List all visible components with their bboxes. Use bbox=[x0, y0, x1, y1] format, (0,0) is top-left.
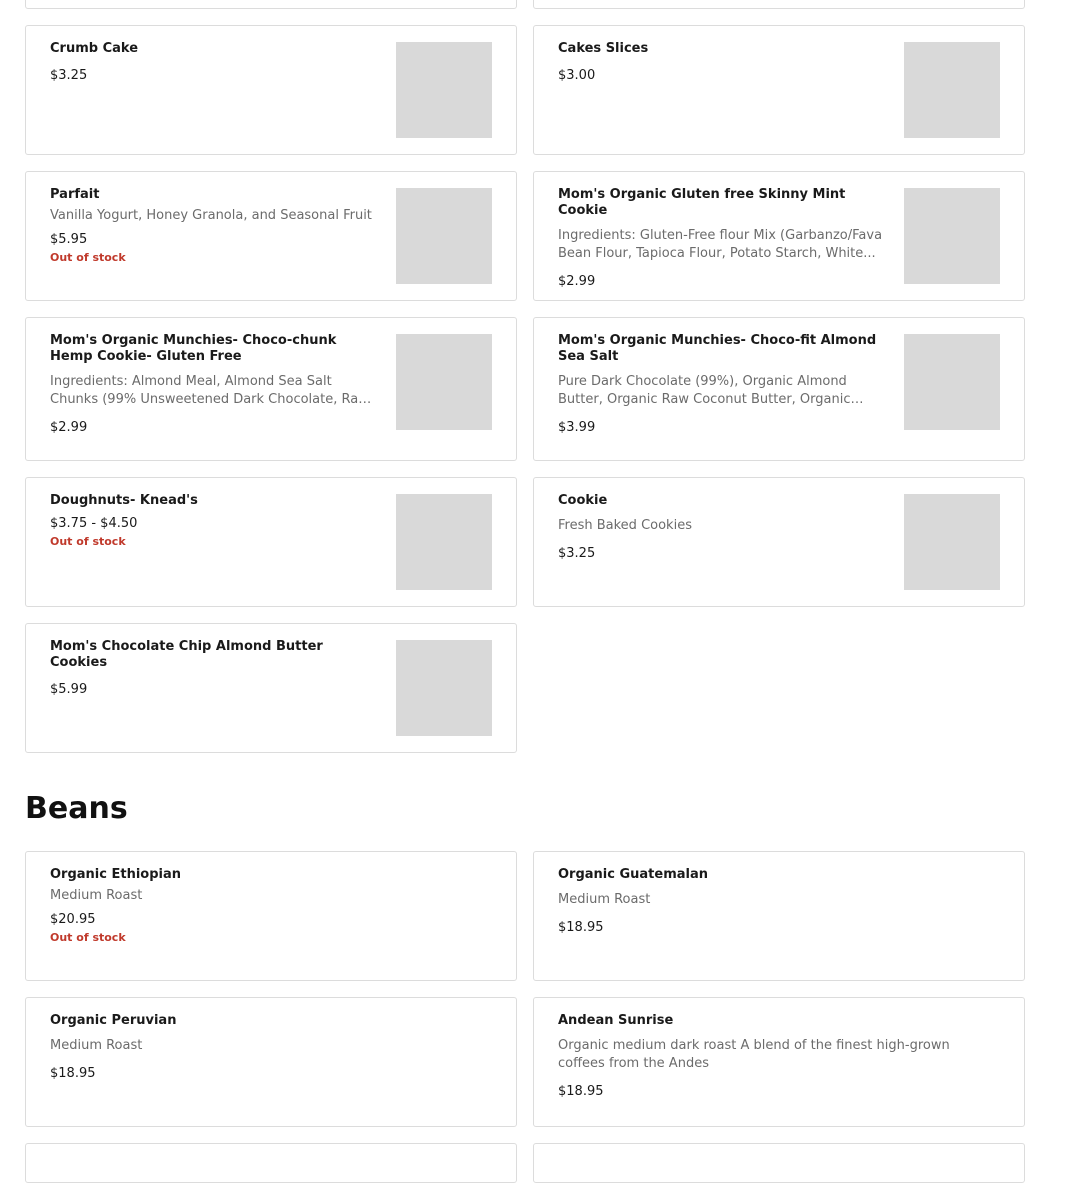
menu-item-card-partial[interactable] bbox=[533, 1143, 1025, 1183]
item-name: Organic Ethiopian bbox=[50, 867, 182, 882]
item-price: $3.25 bbox=[50, 68, 88, 83]
item-description: Medium Roast bbox=[50, 1038, 143, 1053]
item-description: Medium Roast bbox=[50, 888, 143, 903]
item-price: $3.99 bbox=[558, 420, 596, 435]
menu-item-card[interactable] bbox=[533, 477, 1025, 607]
item-description: Pure Dark Chocolate (99%), Organic Almond Butter, Organic Raw Coconut Butter, Organic bbox=[558, 374, 851, 407]
menu-item-card[interactable] bbox=[25, 317, 517, 461]
menu-item-card[interactable] bbox=[533, 317, 1025, 461]
item-name: Doughnuts- Knead's bbox=[50, 493, 198, 508]
item-name: Cookie bbox=[558, 493, 608, 508]
out-of-stock-label: Out of stock bbox=[50, 535, 126, 548]
item-image bbox=[904, 42, 1000, 138]
item-name: Mom's Organic Munchies- Choco-chunk Hemp Cookie- Gluten Free bbox=[50, 333, 337, 364]
menu-item-card[interactable] bbox=[25, 25, 517, 155]
item-image bbox=[396, 188, 492, 284]
item-image bbox=[904, 334, 1000, 430]
menu-item-card[interactable] bbox=[533, 25, 1025, 155]
item-name: Cakes Slices bbox=[558, 41, 649, 56]
menu-item-card[interactable] bbox=[25, 477, 517, 607]
menu-item-card[interactable] bbox=[25, 851, 517, 981]
item-name: Andean Sunrise bbox=[558, 1013, 674, 1028]
item-name: Mom's Organic Munchies- Choco-fit Almond Sea Salt bbox=[558, 333, 877, 364]
item-image bbox=[396, 42, 492, 138]
item-description: Ingredients: Almond Meal, Almond Sea Salt Chunks (99% Unsweetened Dark Chocolate, Raw bbox=[50, 374, 369, 407]
item-description: Organic medium dark roast A blend of the finest high-grown coffees from the Andes bbox=[558, 1038, 950, 1071]
item-name: Organic Peruvian bbox=[50, 1013, 177, 1028]
item-description: Medium Roast bbox=[558, 892, 651, 907]
menu-item-card[interactable] bbox=[25, 997, 517, 1127]
item-description: Fresh Baked Cookies bbox=[558, 518, 692, 533]
item-name: Organic Guatemalan bbox=[558, 867, 709, 882]
item-image bbox=[396, 494, 492, 590]
item-price: $2.99 bbox=[50, 420, 88, 435]
item-price: $18.95 bbox=[558, 920, 604, 935]
menu-item-card[interactable] bbox=[25, 171, 517, 301]
out-of-stock-label: Out of stock bbox=[50, 931, 126, 944]
menu-item-card-partial[interactable] bbox=[25, 0, 517, 9]
item-description: Ingredients: Gluten-Free flour Mix (Garbanzo/Fava Bean Flour, Tapioca Flour, Potato Starch, White... bbox=[558, 228, 883, 261]
item-description: Vanilla Yogurt, Honey Granola, and Seasonal Fruit bbox=[50, 208, 372, 223]
item-price: $5.95 bbox=[50, 232, 88, 247]
item-price: $18.95 bbox=[558, 1084, 604, 1099]
item-price: $2.99 bbox=[558, 274, 596, 289]
item-name: Mom's Organic Gluten free Skinny Mint Cookie bbox=[558, 187, 846, 218]
menu-item-card-partial[interactable] bbox=[25, 1143, 517, 1183]
menu-item-card[interactable] bbox=[533, 171, 1025, 301]
menu-item-card[interactable] bbox=[533, 997, 1025, 1127]
out-of-stock-label: Out of stock bbox=[50, 251, 126, 264]
item-price: $5.99 bbox=[50, 682, 88, 697]
item-name: Mom's Chocolate Chip Almond Butter Cookies bbox=[50, 639, 323, 670]
item-price: $3.00 bbox=[558, 68, 596, 83]
item-name: Parfait bbox=[50, 187, 100, 202]
item-image bbox=[396, 640, 492, 736]
item-price: $3.25 bbox=[558, 546, 596, 561]
menu-item-card[interactable] bbox=[533, 851, 1025, 981]
item-image bbox=[904, 494, 1000, 590]
item-name: Crumb Cake bbox=[50, 41, 139, 56]
section-title-beans: Beans bbox=[25, 791, 128, 826]
item-price: $20.95 bbox=[50, 912, 96, 927]
item-image bbox=[396, 334, 492, 430]
item-price: $18.95 bbox=[50, 1066, 96, 1081]
item-image bbox=[904, 188, 1000, 284]
menu-item-card[interactable] bbox=[25, 623, 517, 753]
menu-item-card-partial[interactable] bbox=[533, 0, 1025, 9]
item-price: $3.75 - $4.50 bbox=[50, 516, 138, 531]
